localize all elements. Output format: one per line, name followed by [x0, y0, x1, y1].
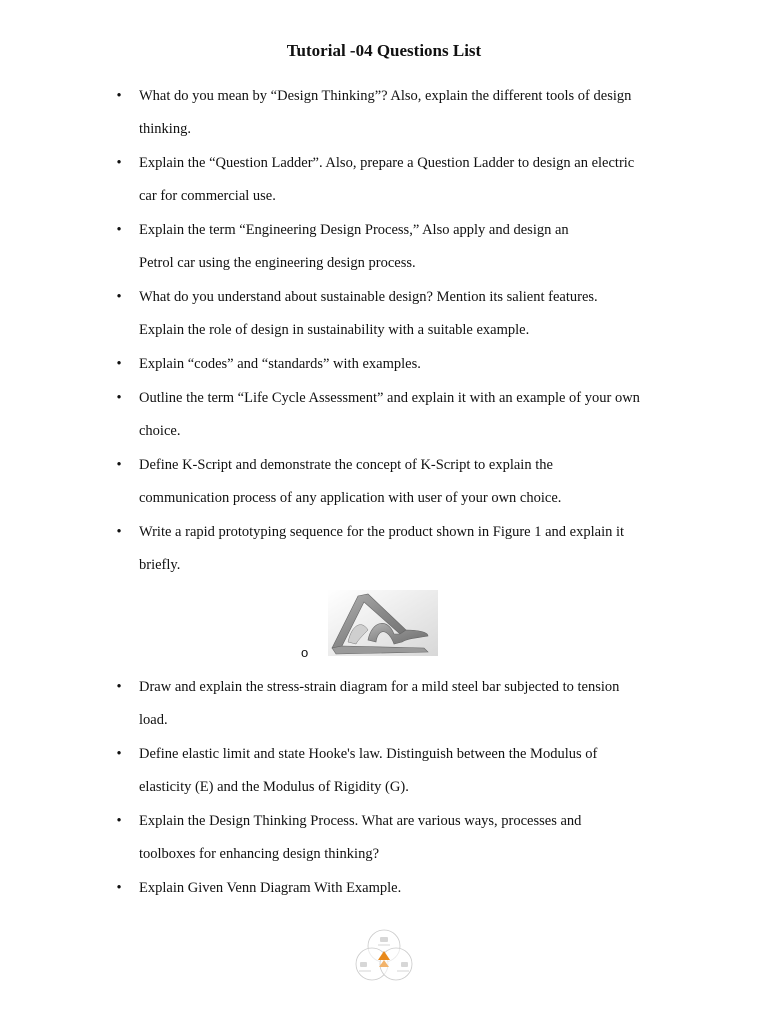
phone-stand-image	[328, 590, 438, 656]
question-line: Write a rapid prototyping sequence for the product shown in Figure 1 and explain it	[139, 524, 625, 540]
question-line: briefly.	[139, 557, 181, 573]
question-line: What do you understand about sustainable design? Mention its salient features.	[139, 289, 598, 305]
question-line: car for commercial use.	[139, 188, 276, 204]
bullet: •	[116, 222, 122, 238]
figure-list-marker: o	[301, 645, 309, 660]
question-line: Explain the term “Engineering Design Process,” Also apply and design an	[139, 222, 569, 238]
bullet: •	[116, 390, 122, 406]
question-line: toolboxes for enhancing design thinking?	[139, 846, 380, 862]
bullet: •	[116, 813, 122, 829]
question-line: What do you mean by “Design Thinking”? Also, explain the different tools of design	[139, 88, 632, 104]
bullet: •	[116, 524, 122, 540]
bullet: •	[116, 679, 122, 695]
bullet: •	[116, 88, 122, 104]
bullet: •	[116, 155, 122, 171]
question-line: communication process of any application with user of your own choice.	[139, 490, 562, 506]
question-line: Define K-Script and demonstrate the concept of K-Script to explain the	[139, 457, 553, 473]
bullet: •	[116, 356, 122, 372]
question-line: Explain Given Venn Diagram With Example.	[139, 880, 402, 896]
question-line: choice.	[139, 423, 181, 439]
question-line: thinking.	[139, 121, 191, 137]
bullet: •	[116, 289, 122, 305]
question-line: Define elastic limit and state Hooke's law. Distinguish between the Modulus of	[139, 746, 598, 762]
document-title: Tutorial -04 Questions List	[286, 41, 482, 60]
question-line: Petrol car using the engineering design process.	[139, 255, 416, 271]
question-line: Outline the term “Life Cycle Assessment” and explain it with an example of your own	[139, 390, 640, 406]
question-line: Explain the “Question Ladder”. Also, prepare a Question Ladder to design an electric	[139, 155, 635, 171]
bullet: •	[116, 746, 122, 762]
venn-diagram-image	[349, 929, 419, 983]
question-line: Explain the role of design in sustainability with a suitable example.	[139, 322, 530, 338]
question-line: elasticity (E) and the Modulus of Rigidity (G).	[139, 779, 409, 795]
venn-right-icon	[401, 962, 408, 967]
question-line: Draw and explain the stress-strain diagram for a mild steel bar subjected to tension	[139, 679, 620, 695]
venn-left-icon	[360, 962, 367, 967]
question-line: Explain the Design Thinking Process. What are various ways, processes and	[139, 813, 582, 829]
question-line: Explain “codes” and “standards” with examples.	[139, 356, 421, 372]
venn-top-icon	[380, 937, 388, 942]
bullet: •	[116, 457, 122, 473]
question-line: load.	[139, 712, 168, 728]
bullet: •	[116, 880, 122, 896]
